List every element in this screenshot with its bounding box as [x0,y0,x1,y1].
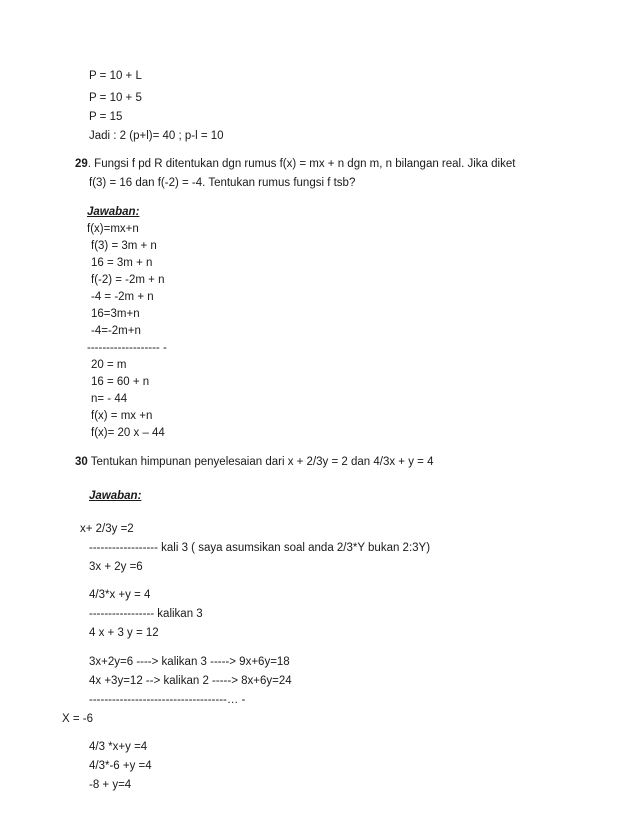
work-line: ----------------- kalikan 3 [89,608,203,620]
work-line: f(x) = mx +n [91,410,153,422]
question-text-continued: f(3) = 16 dan f(-2) = -4. Tentukan rumus fungsi f tsb? [89,177,356,189]
work-line: n= - 44 [91,393,128,405]
question-text: Tentukan himpunan penyelesaian dari x + 2/3y = 2 dan 4/3x + y = 4 [87,456,434,468]
text-line: P = 15 [89,111,123,123]
work-line: f(3) = 3m + n [91,240,157,252]
work-line: f(x)= 20 x – 44 [91,427,165,439]
answer-label: Jawaban: [87,206,140,218]
work-line: 20 = m [91,359,127,371]
work-line: 3x+2y=6 ----> kalikan 3 -----> 9x+6y=18 [89,656,290,668]
question-29 [75,157,515,171]
work-line: f(-2) = -2m + n [91,274,165,286]
text-line: P = 10 + 5 [89,92,142,104]
work-line: 3x + 2y =6 [89,561,143,573]
work-line: 4/3 *x+y =4 [89,741,148,753]
work-line: -4=-2m+n [91,325,141,337]
work-line: -8 + y=4 [89,779,132,791]
work-line: f(x)=mx+n [87,223,139,235]
work-line: X = -6 [62,713,94,725]
question-30 [75,455,433,469]
text-line: P = 10 + L [89,70,142,82]
text-line: Jadi : 2 (p+l)= 40 ; p-l = 10 [89,130,224,142]
work-line: 4x +3y=12 --> kalikan 2 -----> 8x+6y=24 [89,675,292,687]
answer-label: Jawaban: [89,490,142,502]
work-line: 16 = 60 + n [91,376,150,388]
work-line: 4/3*-6 +y =4 [89,760,152,772]
work-line: 16=3m+n [91,308,140,320]
question-text: . Fungsi f pd R ditentukan dgn rumus f(x) = mx + n dgn m, n bilangan real. Jika diket [87,158,516,170]
question-number: 30 [75,456,88,468]
divider-line: ------------------- - [87,342,167,354]
divider-line: ------------------------------------… - [89,694,246,706]
work-line: ------------------ kali 3 ( saya asumsikan soal anda 2/3*Y bukan 2:3Y) [89,542,431,554]
question-number: 29 [75,158,88,170]
work-line: -4 = -2m + n [91,291,154,303]
work-line: 4 x + 3 y = 12 [89,627,159,639]
work-line: 16 = 3m + n [91,257,153,269]
work-line: 4/3*x +y = 4 [89,589,151,601]
work-line: x+ 2/3y =2 [80,523,134,535]
